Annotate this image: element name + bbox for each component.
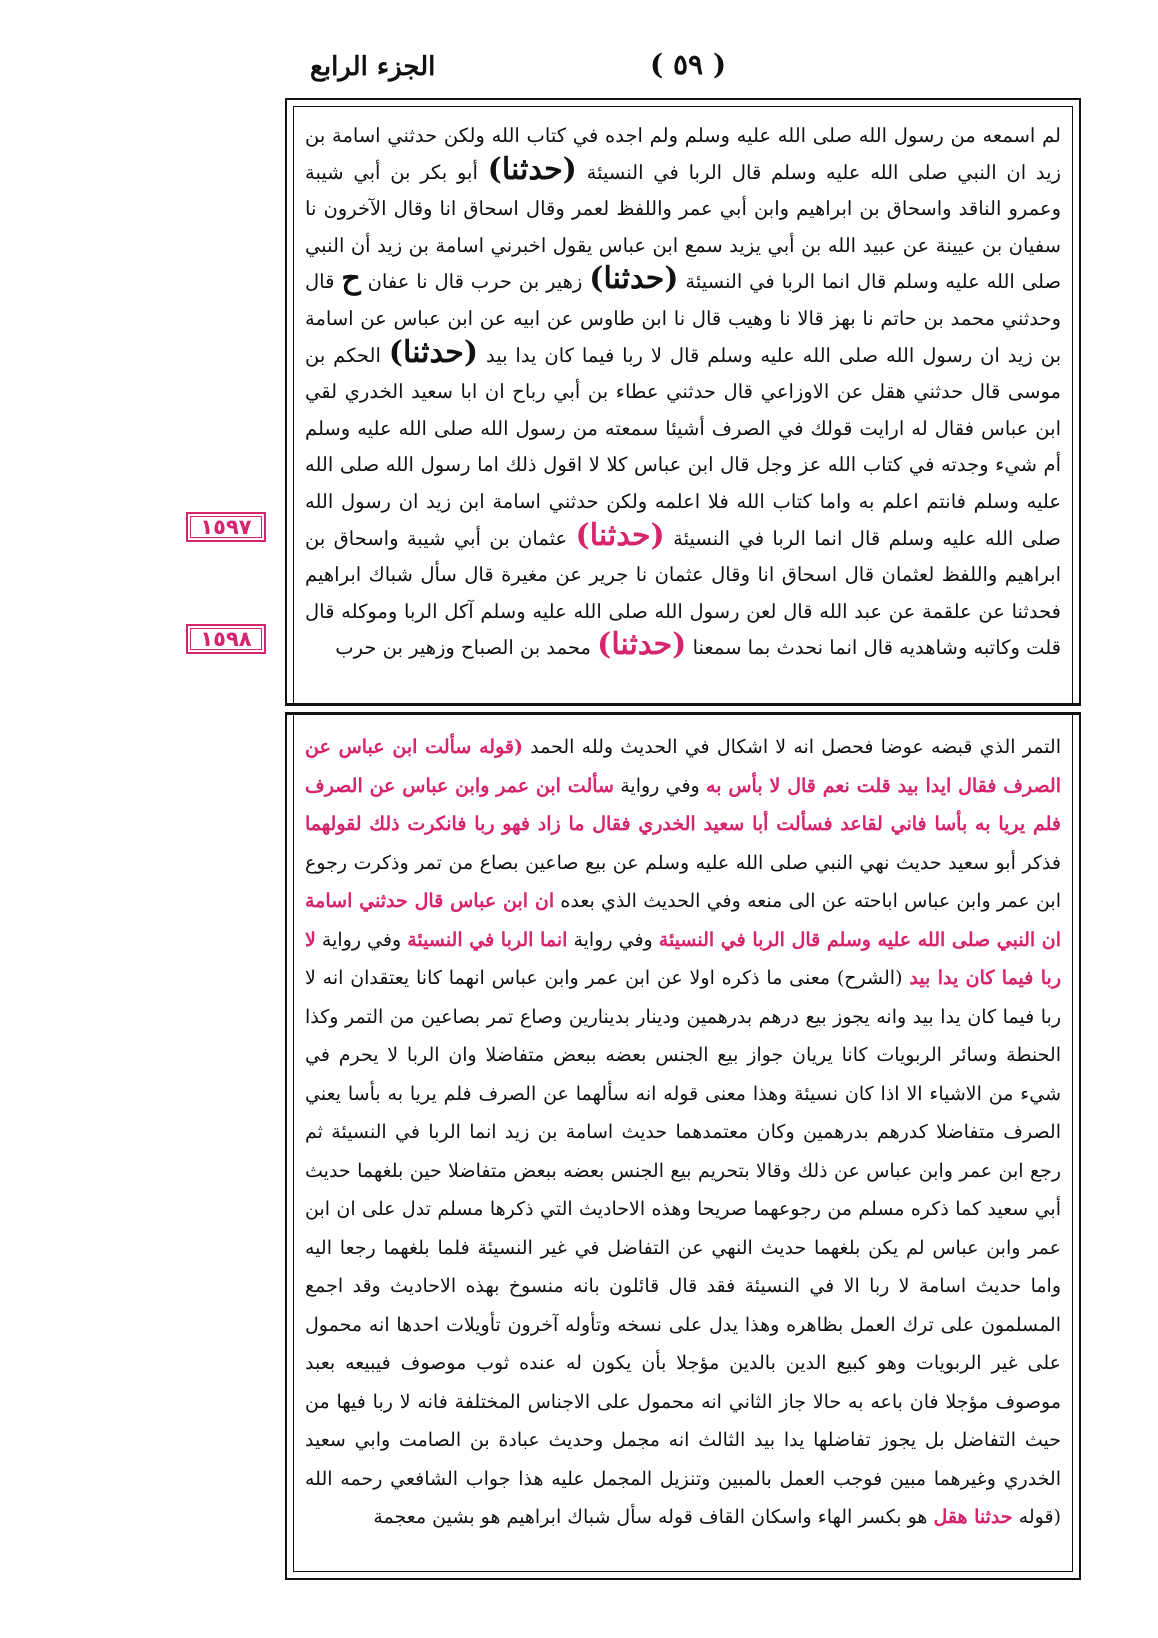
sharh-quote: (قوله سألت ابن عباس عن الصرف فقال ايدا بيد قلت نعم قال لا بأس به: [305, 736, 1061, 797]
haddathana-marker: (حدثنا): [597, 627, 687, 663]
sharh-passage: (الشرح) معنى ما ذكره اولا عن ابن عمر وابن عباس انهما كانا يعتقدان انه لا ربا فيما كان يدا بيد وانه يجوز بيع درهم بدرهمين ودينار بدينارين وصاع تمر بصاعين من التمر وكذا الحنطة وسائر الربويات كانا يريان جواز بيع الجنس بعضه ببعض متفاضلا وان الربا لا يحرم في شيء من الاشياء الا اذا كان نسيئة وهذا معنى قوله انه سألهما عن الصرف فلم يريا به بأسا يعني الصرف متفاضلا كدرهم بدرهمين وكان معتمدهما حديث اسامة بن زيد انما الربا في النسيئة ثم رجع ابن عمر وابن عباس عن ذلك وقالا بتحريم بيع الجنس بعضه ببعض متفاضلا حين بلغهما حديث أبي سعيد كما ذكره مسلم من رجوعهما صريحا وهذه الاحاديث التي ذكرها مسلم تدل على ان ابن عمر وابن عباس لم يكن بلغهما حديث النهي عن التفاضل في غير النسيئة فلما بلغهما رجعا اليه واما حديث اسامة لا ربا الا في النسيئة فقد قال قائلون بانه منسوخ بهذه الاحاديث وقد اجمع المسلمون على ترك العمل بظاهره وهذا يدل على نسخه وتأوله آخرون تأويلات احدها انه محمول على غير الربويات وهو كبيع الدين بالدين مؤجلا بأن يكون له عنده ثوب موصوف فيبيعه بعبد موصوف مؤجلا فان باعه به حالا جاز الثاني انه محمول على الاجناس المختلفة فانه لا ربا فيها من حيث التفاضل بل يجوز تفاضلها يدا بيد الثالث انه مجمل وحديث عبادة بن الصامت وابي سعيد الخدري وغيرهما مبين فوجب العمل بالمبين وتنزيل المجمل عليه هذا جواب الشافعي رحمه الله: [305, 967, 1061, 1490]
matn-passage: أبو بكر بن أبي شيبة وعمرو الناقد واسحاق بن ابراهيم وابن أبي عمر واللفظ لعمر وقال اسحاق انا وقال الآخرون نا سفيان بن عيينة عن عبيد الله بن أبي يزيد سمع ابن عباس يقول اخبرني اسامة بن زيد أن النبي صلى الله عليه وسلم قال انما الربا في النسيئة: [305, 160, 1062, 294]
sharh-text-block: [305, 728, 1061, 1564]
sharh-passage: وفي رواية: [620, 774, 700, 797]
matn-passage: عثمان بن أبي شيبة واسحاق بن ابراهيم واللفظ لعثمان قال اسحاق انا وقال عثمان نا جرير عن مغيرة قال سأل شباك ابراهيم فحدثنا عن علقمة عن عبد الله قال لعن رسول الله صلى الله عليه وسلم آكل الربا وموكله قال قلت وكاتبه وشاهديه قال انما نحدث بما سمعنا: [305, 526, 1061, 660]
matn-passage: الحكم بن موسى قال حدثني هقل عن الاوزاعي قال حدثني عطاء بن أبي رباح ان ابا سعيد الخدري لقي ابن عباس فقال له ارايت قولك في الصرف أشيئا سمعته من رسول الله صلى الله عليه وسلم أم شيء وجدته في كتاب الله عز وجل قال ابن عباس كلا لا اقول ذلك اما رسول الله صلى الله عليه وسلم فانتم اعلم به واما كتاب الله فلا اعلمه ولكن حدثني اسامة ابن زيد ان رسول الله صلى الله عليه وسلم قال انما الربا في النسيئة: [305, 343, 1061, 550]
haddathana-marker: (حدثنا): [575, 517, 665, 553]
sharh-passage: التمر الذي قبضه عوضا فحصل انه لا اشكال في الحديث ولله الحمد: [530, 736, 1061, 758]
margin-hadith-number-1597: ١٥٩٧: [186, 512, 266, 542]
sharh-passage: وفي رواية: [573, 928, 653, 951]
page-number: ( ٥٩ ): [650, 48, 727, 81]
tahwil-marker: ح: [341, 261, 361, 297]
haddathana-marker: (حدثنا): [388, 334, 479, 370]
haddathana-marker: (حدثنا): [589, 261, 679, 297]
matn-passage: زهير بن حرب قال نا عفان: [367, 270, 583, 294]
margin-hadith-number-1598: ١٥٩٨: [186, 624, 266, 654]
haddathana-marker: (حدثنا): [487, 151, 577, 187]
sharh-passage: هو بكسر الهاء واسكان القاف قوله سأل شباك ابراهيم هو بشين معجمة: [373, 1506, 928, 1528]
matn-passage: قال وحدثني محمد بن حاتم نا بهز قالا نا وهيب قال نا ابن طاوس عن ابيه عن ابن عباس عن اسامة بن زيد ان رسول الله صلى الله عليه وسلم قال لا ربا فيما كان يدا بيد: [305, 270, 1062, 367]
sharh-passage: وفي رواية: [321, 928, 402, 951]
section-divider: [285, 703, 1081, 715]
sharh-quote: سألت ابن عمر وابن عباس عن الصرف فلم يريا به بأسا فاني لقاعد فسألت أبا سعيد الخدري فقال ما زاد فهو ربا فانكرت ذلك لقولهما: [305, 774, 1061, 835]
matn-text-block: [305, 118, 1061, 693]
matn-passage: محمد بن الصباح وزهير بن حرب: [335, 636, 591, 660]
sharh-quote: انما الربا في النسيئة: [407, 928, 568, 951]
running-header-volume: الجزء الرابع: [310, 52, 436, 82]
sharh-passage: فذكر أبو سعيد حديث نهي النبي صلى الله عليه وسلم عن بيع صاعين بصاع من تمر وذكرت رجوع ابن عمر وابن عباس اباحته عن الى منعه وفي الحديث الذي بعده: [305, 851, 1062, 912]
sharh-quote: لا ربا فيما كان يدا بيد: [305, 928, 1062, 989]
sharh-quote: حدثنا هقل: [933, 1506, 1013, 1528]
matn-passage: لم اسمعه من رسول الله صلى الله عليه وسلم ولم اجده في كتاب الله ولكن حدثني اسامة بن زيد ان النبي صلى الله عليه وسلم قال الربا في النسيئة: [305, 124, 1061, 184]
sharh-quote: ان ابن عباس قال حدثني اسامة ان النبي صلى الله عليه وسلم قال الربا في النسيئة: [305, 890, 1061, 951]
sharh-passage: (قوله: [1018, 1506, 1061, 1528]
